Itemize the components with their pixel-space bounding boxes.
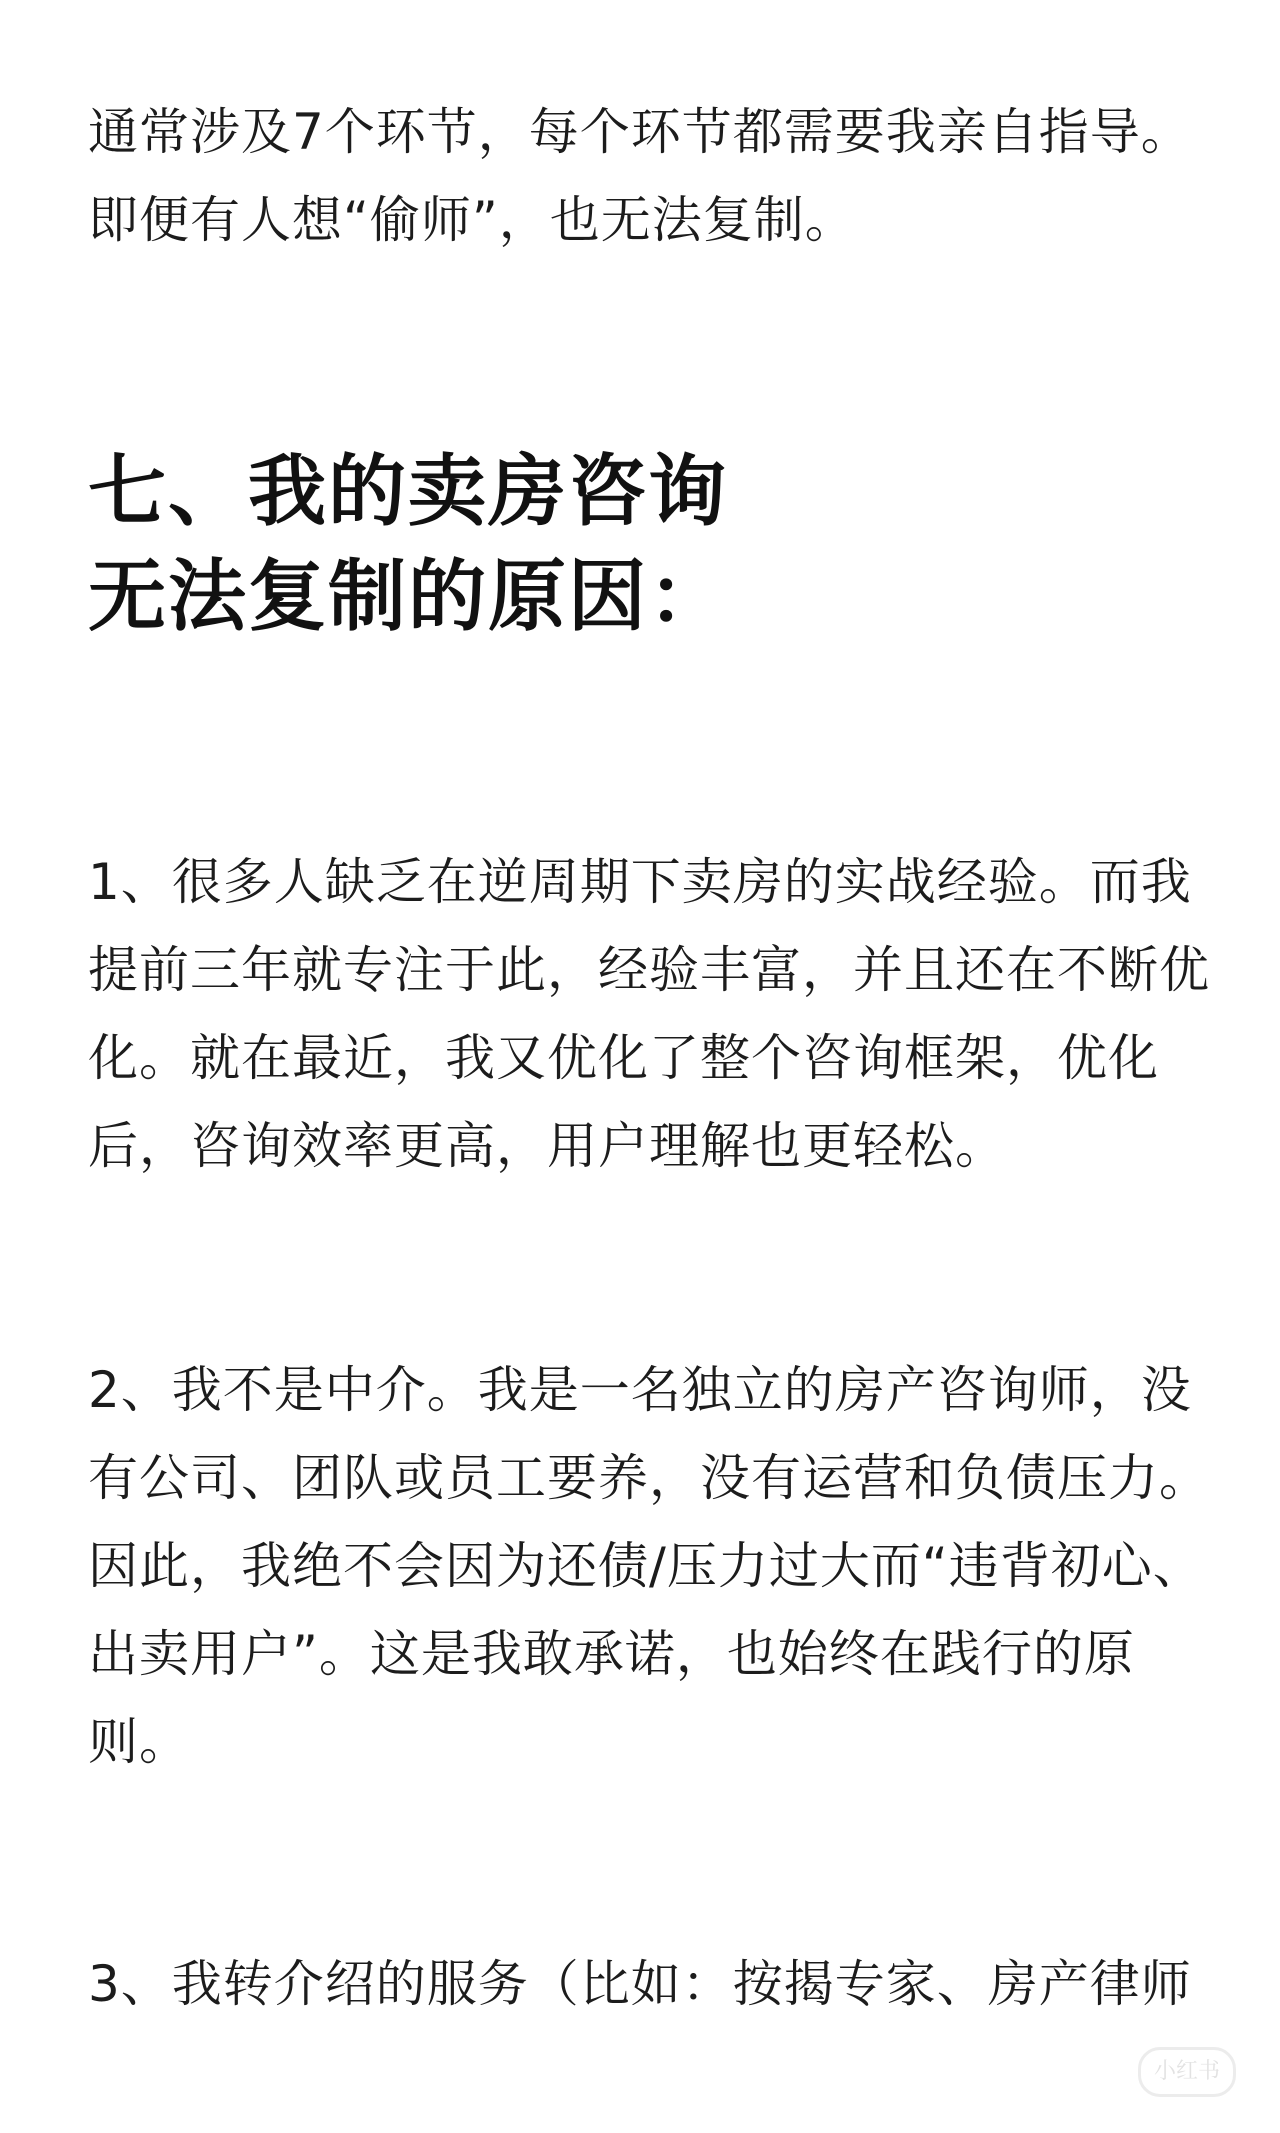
- point-1-paragraph: [88, 838, 1208, 1190]
- section-heading: [88, 440, 1208, 650]
- point-3-paragraph: [88, 1940, 1208, 2028]
- text-line: 2、我不是中介。我是一名独立的房产咨询师，没: [88, 1361, 1192, 1419]
- text-line: 即便有人想“偷师”，也无法复制。: [88, 191, 856, 249]
- heading-line: 无法复制的原因：: [88, 552, 729, 642]
- heading-line: 七、我的卖房咨询: [88, 447, 729, 537]
- text-line: 提前三年就专注于此，经验丰富，并且还在不断优: [88, 941, 1210, 999]
- intro-paragraph: [88, 88, 1208, 264]
- text-line: 因此，我绝不会因为还债/压力过大而“违背初心、: [88, 1537, 1204, 1595]
- text-line: 3、我转介绍的服务（比如：按揭专家、房产律师: [88, 1955, 1192, 2013]
- text-line: 化。就在最近，我又优化了整个咨询框架，优化: [88, 1029, 1159, 1087]
- text-line: 有公司、团队或员工要养，没有运营和负债压力。: [88, 1449, 1210, 1507]
- point-2-paragraph: [88, 1346, 1208, 1786]
- text-line: 1、很多人缺乏在逆周期下卖房的实战经验。而我: [88, 853, 1192, 911]
- text-line: 后，咨询效率更高，用户理解也更轻松。: [88, 1117, 1006, 1175]
- watermark-logo: 小红书: [1138, 2047, 1236, 2097]
- text-line: 通常涉及7个环节，每个环节都需要我亲自指导。: [88, 103, 1192, 161]
- text-line: 则。: [88, 1713, 190, 1771]
- text-line: 出卖用户”。这是我敢承诺，也始终在践行的原: [88, 1625, 1135, 1683]
